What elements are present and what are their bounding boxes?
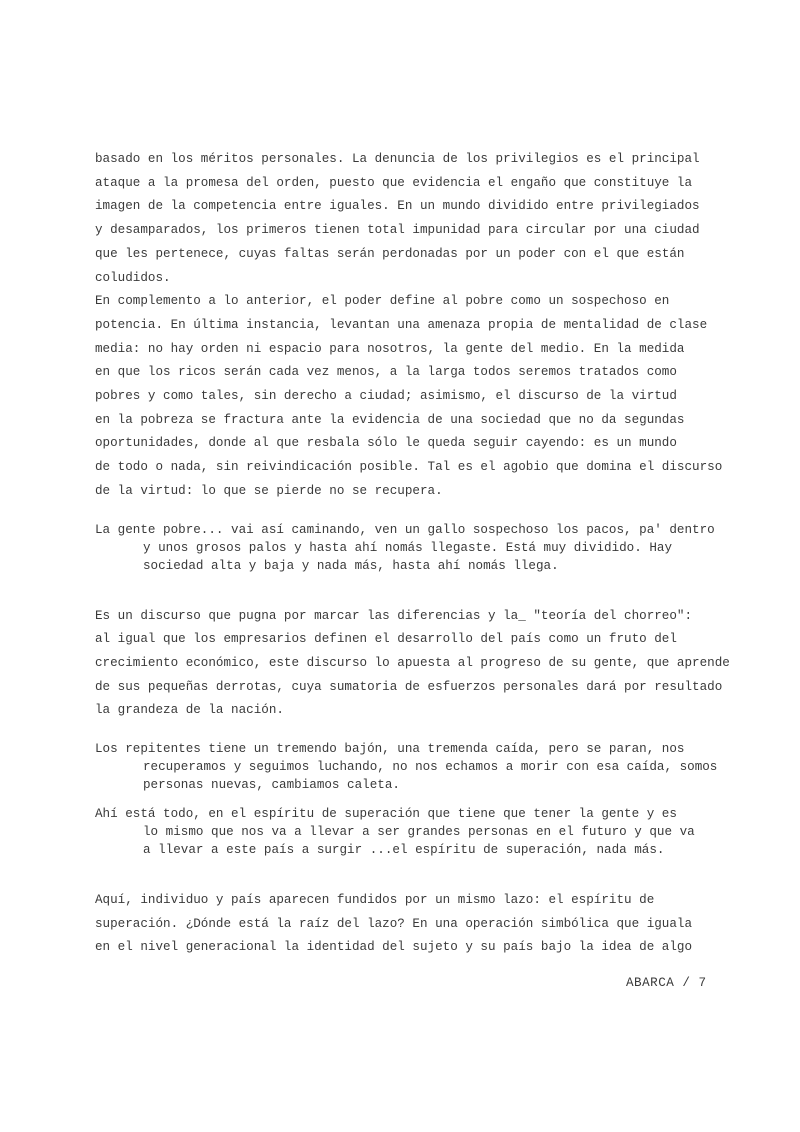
text-line: crecimiento económico, este discurso lo apuesta al progreso de su gente, que aprende	[95, 655, 730, 670]
text-line: coludidos.	[95, 270, 171, 285]
text-line: oportunidades, donde al que resbala sólo le queda seguir cayendo: es un mundo	[95, 436, 677, 451]
text-line: ataque a la promesa del orden, puesto que evidencia el engaño que constituye la	[95, 175, 693, 190]
text-line: de sus pequeñas derrotas, cuya sumatoria de esfuerzos personales dará por resultado	[95, 679, 723, 694]
text-line: al igual que los empresarios definen el desarrollo del país como un fruto del	[95, 632, 677, 647]
quote-line: La gente pobre... vai así caminando, ven un gallo sospechoso los pacos, pa' dentro	[95, 522, 715, 537]
body-paragraph-3	[95, 889, 710, 960]
quote-line: recuperamos y seguimos luchando, no nos echamos a morir con esa caída, somos	[143, 760, 718, 775]
text-line: En complemento a lo anterior, el poder define al pobre como un sospechoso en	[95, 294, 670, 309]
quote-line: a llevar a este país a surgir ...el espíritu de superación, nada más.	[143, 843, 665, 858]
block-quote-2	[95, 740, 718, 794]
body-paragraph-1	[95, 148, 723, 504]
text-line: en el nivel generacional la identidad del sujeto y su país bajo la idea de algo	[95, 940, 693, 955]
quote-line: personas nuevas, cambiamos caleta.	[143, 778, 400, 793]
quote-line: Los repitentes tiene un tremendo bajón, una tremenda caída, pero se paran, nos	[95, 742, 685, 757]
document-page	[95, 148, 730, 960]
text-line: en que los ricos serán cada vez menos, a la larga todos seremos tratados como	[95, 365, 677, 380]
text-line: de todo o nada, sin reivindicación posible. Tal es el agobio que domina el discurso	[95, 460, 723, 475]
quote-line: sociedad alta y baja y nada más, hasta ahí nomás llega.	[143, 558, 559, 573]
text-line: en la pobreza se fractura ante la evidencia de una sociedad que no da segundas	[95, 412, 685, 427]
text-line: Aquí, individuo y país aparecen fundidos por un mismo lazo: el espíritu de	[95, 893, 655, 908]
text-line: media: no hay orden ni espacio para nosotros, la gente del medio. En la medida	[95, 341, 685, 356]
text-line: basado en los méritos personales. La denuncia de los privilegios es el principal	[95, 152, 700, 166]
page-number-footer: ABARCA / 7	[626, 976, 707, 990]
text-line: que les pertenece, cuyas faltas serán perdonadas por un poder con el que están	[95, 246, 685, 261]
quote-line: y unos grosos palos y hasta ahí nomás llegaste. Está muy dividido. Hay	[143, 540, 673, 555]
text-line: de la virtud: lo que se pierde no se recupera.	[95, 483, 443, 498]
text-line: superación. ¿Dónde está la raíz del lazo? En una operación simbólica que iguala	[95, 916, 693, 931]
text-line: Es un discurso que pugna por marcar las diferencias y la_ "teoría del chorreo":	[95, 608, 693, 623]
text-line: pobres y como tales, sin derecho a ciudad; asimismo, el discurso de la virtud	[95, 389, 677, 404]
quote-line: lo mismo que nos va a llevar a ser grandes personas en el futuro y que va	[143, 825, 695, 840]
text-line: la grandeza de la nación.	[95, 703, 284, 718]
text-line: y desamparados, los primeros tienen total impunidad para circular por una ciudad	[95, 223, 700, 238]
text-line: potencia. En última instancia, levantan una amenaza propia de mentalidad de clase	[95, 317, 708, 332]
body-paragraph-2	[95, 605, 730, 724]
block-quote-1	[95, 521, 715, 575]
block-quote-3	[95, 805, 710, 859]
quote-line: Ahí está todo, en el espíritu de superación que tiene que tener la gente y es	[95, 807, 677, 822]
text-line: imagen de la competencia entre iguales. En un mundo dividido entre privilegiados	[95, 199, 700, 214]
